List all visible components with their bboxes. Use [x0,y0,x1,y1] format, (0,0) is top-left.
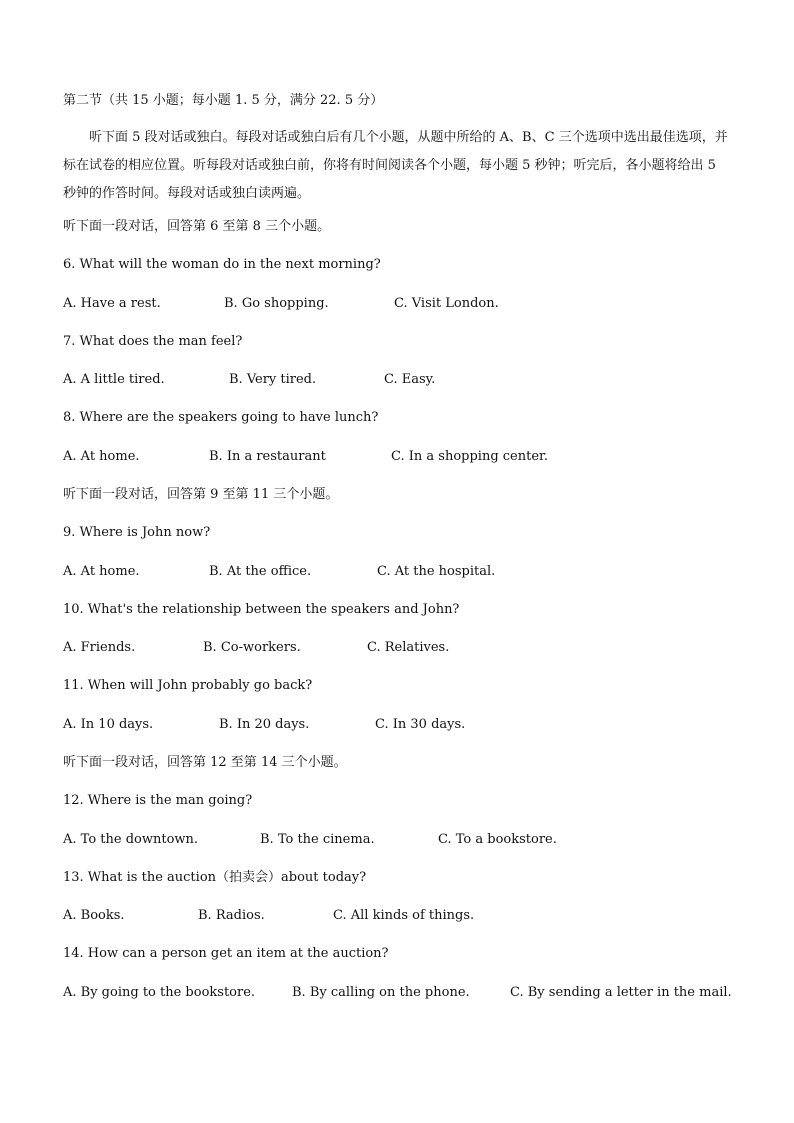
question-7: 7. What does the man feel? [63,334,243,349]
option-c: C. To a bookstore. [438,832,557,847]
question-10: 10. What's the relationship between the speakers and John? [63,602,460,617]
option-a: A. Books. [63,908,125,923]
option-a: A. By going to the bookstore. [63,985,256,1000]
option-c: C. All kinds of things. [333,908,475,923]
option-a: A. Have a rest. [63,296,161,311]
option-c: C. In a shopping center. [391,449,548,464]
option-b: B. By calling on the phone. [292,985,470,1000]
option-a: A. At home. [63,449,140,464]
question-12: 12. Where is the man going? [63,793,253,808]
option-a: A. At home. [63,564,140,579]
option-b: B. Co-workers. [203,640,301,655]
option-b: B. In a restaurant [209,449,326,464]
group-intro-3: 听下面一段对话，回答第 12 至第 14 三个小题。 [63,755,347,770]
option-c: C. At the hospital. [377,564,496,579]
instructions: 听下面 5 段对话或独白。每段对话或独白后有几个小题，从题中所给的 A、B、C 三个选项中选出最佳选项，并标在试卷的相应位置。听每段对话或独白前，你将有时间阅读各个小题，每小题 5 秒钟；听完后，各小题将给出 5 秒钟的作答时间。每段对话或独白读两遍。 [63,130,728,201]
option-a: A. Friends. [63,640,136,655]
question-9: 9. Where is John now? [63,525,211,540]
option-c: C. Easy. [384,372,436,387]
option-c: C. Relatives. [367,640,450,655]
option-b: B. In 20 days. [219,717,310,732]
option-b: B. Very tired. [229,372,317,387]
group-intro-2: 听下面一段对话，回答第 9 至第 11 三个小题。 [63,487,339,502]
question-6: 6. What will the woman do in the next morning? [63,257,381,272]
option-b: B. At the office. [209,564,312,579]
option-c: C. Visit London. [394,296,499,311]
option-c: C. By sending a letter in the mail. [510,985,732,1000]
question-11: 11. When will John probably go back? [63,678,313,693]
option-b: B. To the cinema. [260,832,375,847]
option-b: B. Go shopping. [224,296,329,311]
option-a: A. To the downtown. [63,832,199,847]
option-c: C. In 30 days. [375,717,466,732]
section-title: 第二节（共 15 小题；每小题 1. 5 分，满分 22. 5 分） [63,93,384,108]
question-14: 14. How can a person get an item at the auction? [63,946,389,961]
question-13: 13. What is the auction（拍卖会）about today? [63,870,367,885]
option-a: A. A little tired. [63,372,165,387]
group-intro-1: 听下面一段对话，回答第 6 至第 8 三个小题。 [63,219,331,234]
option-a: A. In 10 days. [63,717,154,732]
question-8: 8. Where are the speakers going to have lunch? [63,410,379,425]
option-b: B. Radios. [198,908,265,923]
